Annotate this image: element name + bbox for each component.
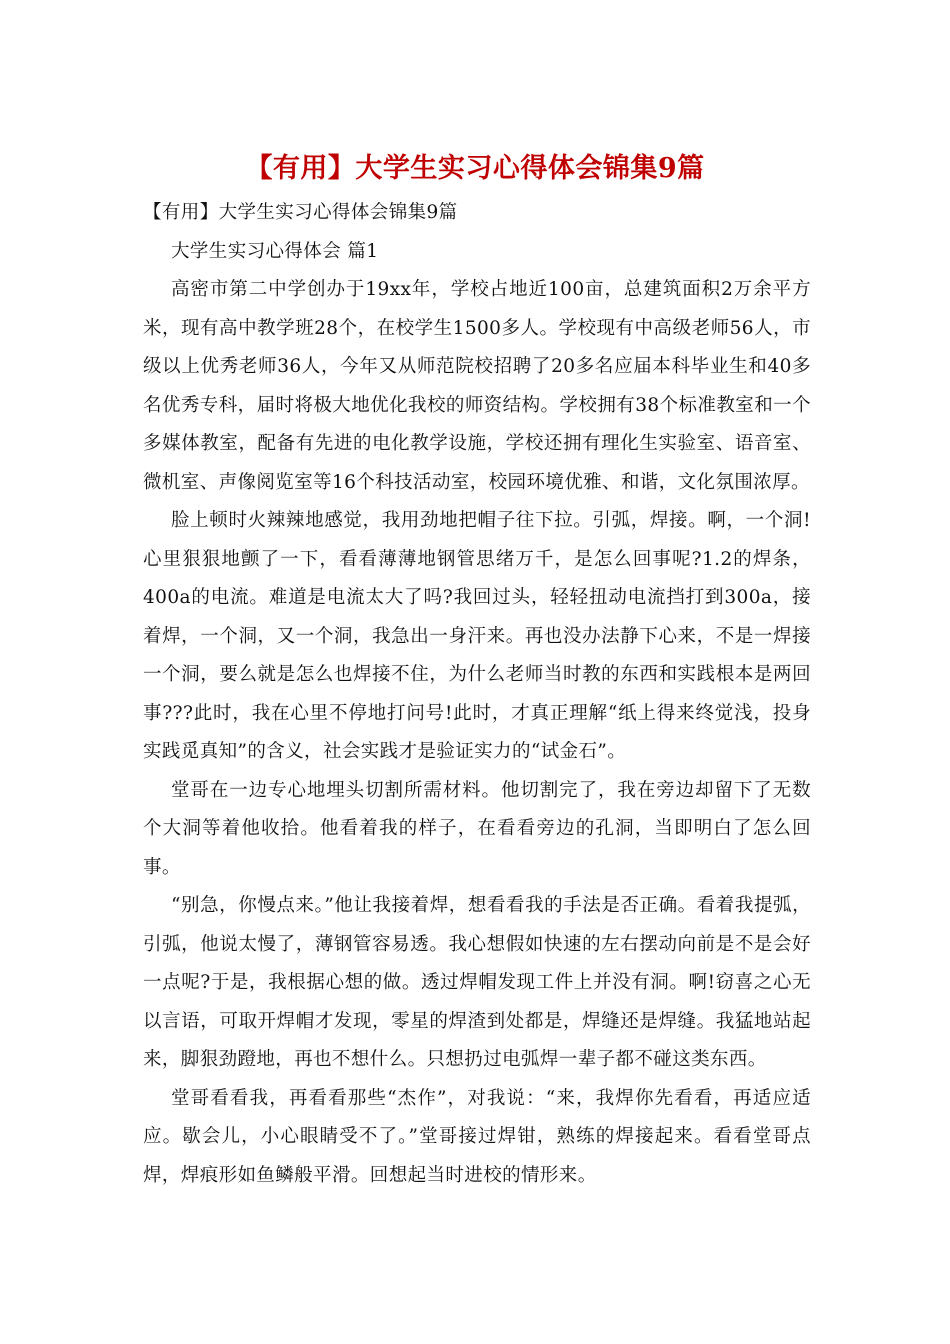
paragraph: “别急，你慢点来。”他让我接着焊，想看看我的手法是否正确。看着我提弧，引弧，他说太慢了，薄钢管容易透。我心想假如快速的左右摆动向前是不是会好一点呢?于是，我根据心想的做。透过焊帽发现工件上并没有洞。啊!窃喜之心无以言语，可取开焊帽才发现，零星的焊渣到处都是，焊缝还是焊缝。我猛地站起来，脚狠劲蹬地，再也不想什么。只想扔过电弧焊一辈子都不碰这类东西。 <box>143 895 811 1070</box>
document-title: 【有用】大学生实习心得体会锦集9篇 <box>245 153 705 184</box>
document-body <box>143 194 811 1195</box>
document-subtitle: 【有用】大学生实习心得体会锦集9篇 <box>143 202 458 223</box>
paragraph: 高密市第二中学创办于19xx年，学校占地近100亩，总建筑面积2万余平方米，现有高中教学班28个，在校学生1500多人。学校现有中高级老师56人，市级以上优秀老师36人，今年又从师范院校招聘了20多名应届本科毕业生和40多名优秀专科，届时将极大地优化我校的师资结构。学校拥有38个标准教室和一个多媒体教室，配备有先进的电化教学设施，学校还拥有理化生实验室、语音室、微机室、声像阅览室等16个科技活动室，校园环境优雅、和谐，文化氛围浓厚。 <box>143 279 811 493</box>
paragraph: 脸上顿时火辣辣地感觉，我用劲地把帽子往下拉。引弧，焊接。啊，一个洞!心里狠狠地颤了一下，看看薄薄地钢管思绪万千，是怎么回事呢?1.2的焊条，400a的电流。难道是电流太大了吗?我回过头，轻轻扭动电流挡打到300a，接着焊，一个洞，又一个洞，我急出一身汗来。再也没办法静下心来，不是一焊接一个洞，要么就是怎么也焊接不住，为什么老师当时教的东西和实践根本是两回事???此时，我在心里不停地打问号!此时，才真正理解“纸上得来终觉浅，投身实践觅真知”的含义，社会实践才是验证实力的“试金石”。 <box>143 510 811 762</box>
paragraph: 堂哥看看我，再看看那些“杰作”，对我说：“来，我焊你先看看，再适应适应。歇会儿，小心眼睛受不了。”堂哥接过焊钳，熟练的焊接起来。看看堂哥点焊，焊痕形如鱼鳞般平滑。回想起当时进校的情形来。 <box>143 1087 811 1186</box>
paragraph: 堂哥在一边专心地埋头切割所需材料。他切割完了，我在旁边却留下了无数个大洞等着他收拾。他看着我的样子，在看看旁边的孔洞，当即明白了怎么回事。 <box>143 779 811 878</box>
section-heading: 大学生实习心得体会 篇1 <box>171 240 379 262</box>
